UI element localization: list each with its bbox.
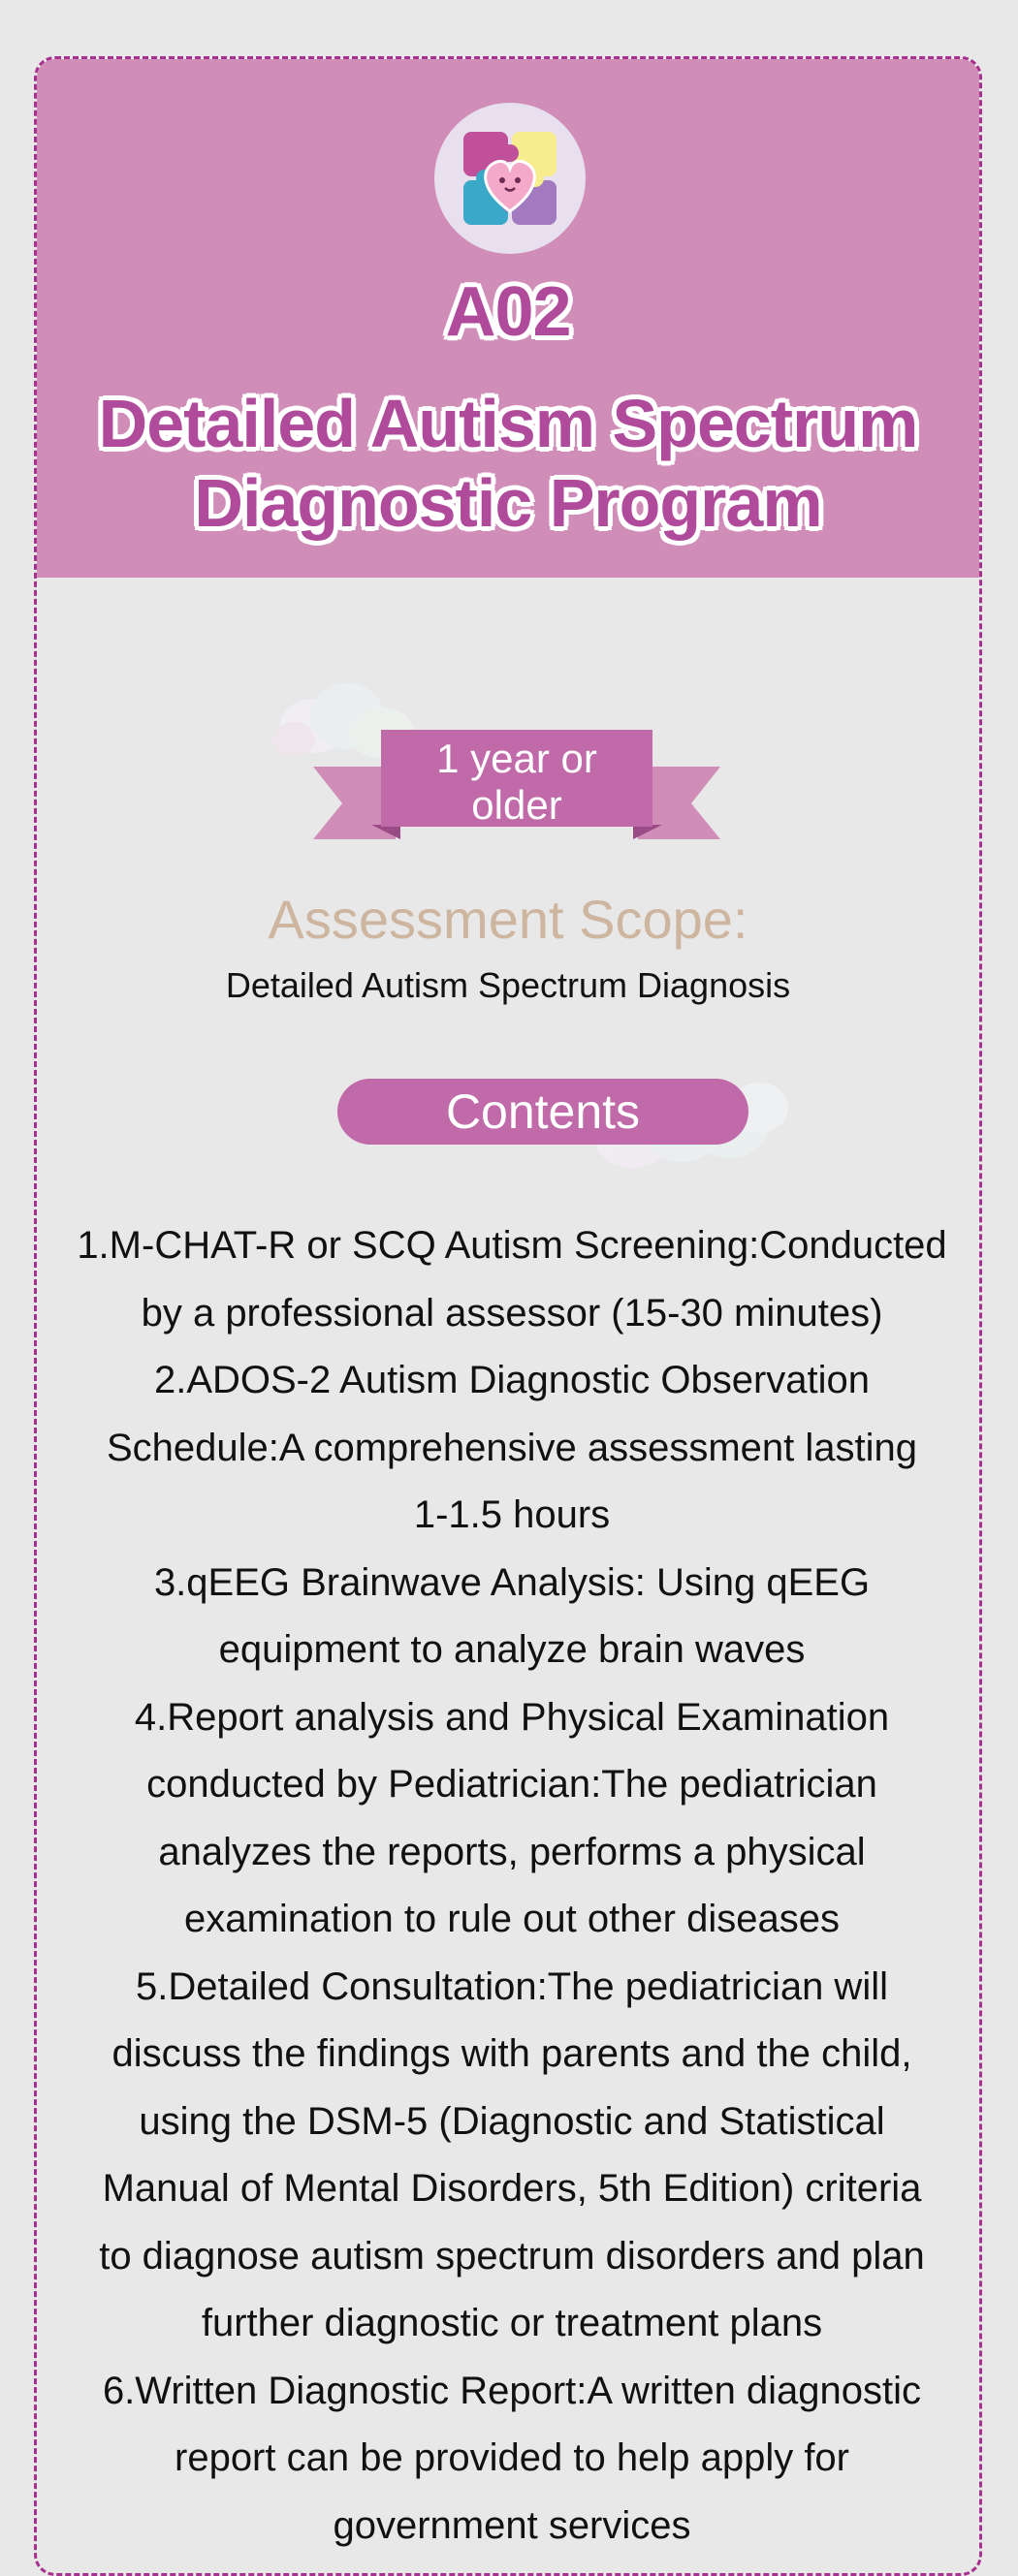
contents-line: 6.Written Diagnostic Report:A written diagnostic — [102, 2369, 922, 2412]
contents-header — [303, 1028, 846, 1183]
scope-value: Detailed Autism Spectrum Diagnosis — [225, 965, 791, 1005]
contents-line: 5.Detailed Consultation:The pediatrician will — [136, 1964, 888, 2008]
age-ribbon — [255, 679, 779, 854]
contents-line: conducted by Pediatrician:The pediatrician — [146, 1763, 877, 1806]
puzzle-heart-icon — [434, 103, 586, 254]
contents-line: 2.ADOS-2 Autism Diagnostic Observation — [153, 1359, 871, 1401]
contents-line: Schedule:A comprehensive assessment lasting — [106, 1426, 917, 1469]
contents-line: analyzes the reports, performs a physical — [158, 1830, 866, 1873]
contents-line: using the DSM-5 (Diagnostic and Statistical — [139, 2099, 885, 2143]
program-title-line-2: Diagnostic Program — [194, 465, 822, 541]
program-title-line-1: Detailed Autism Spectrum — [98, 386, 918, 461]
program-card — [34, 56, 982, 2576]
contents-line: further diagnostic or treatment plans — [201, 2302, 823, 2344]
contents-line: report can be provided to help apply for — [175, 2436, 849, 2479]
contents-line: Manual of Mental Disorders, 5th Edition) criteria — [102, 2167, 922, 2210]
scope-label: Assessment Scope: — [268, 889, 748, 950]
program-title — [37, 384, 979, 543]
contents-line: equipment to analyze brain waves — [218, 1628, 806, 1671]
program-code: A02 — [445, 273, 571, 351]
contents-line: 1-1.5 hours — [413, 1493, 611, 1536]
contents-list — [76, 1212, 948, 2560]
contents-line: 4.Report analysis and Physical Examination — [134, 1695, 890, 1739]
contents-line: by a professional assessor (15-30 minutes) — [141, 1291, 883, 1335]
age-badge-text: 1 year or older — [436, 736, 597, 828]
contents-line: 3.qEEG Brainwave Analysis: Using qEEG — [153, 1560, 871, 1604]
contents-line: 1.M-CHAT-R or SCQ Autism Screening:Conducted — [77, 1224, 947, 1267]
contents-label: Contents — [337, 1079, 748, 1145]
contents-line: to diagnose autism spectrum disorders and plan — [99, 2234, 925, 2278]
program-header — [37, 59, 979, 578]
contents-line: examination to rule out other diseases — [184, 1898, 840, 1940]
contents-line: discuss the findings with parents and the child, — [111, 2032, 912, 2075]
contents-line: government services — [333, 2503, 691, 2547]
